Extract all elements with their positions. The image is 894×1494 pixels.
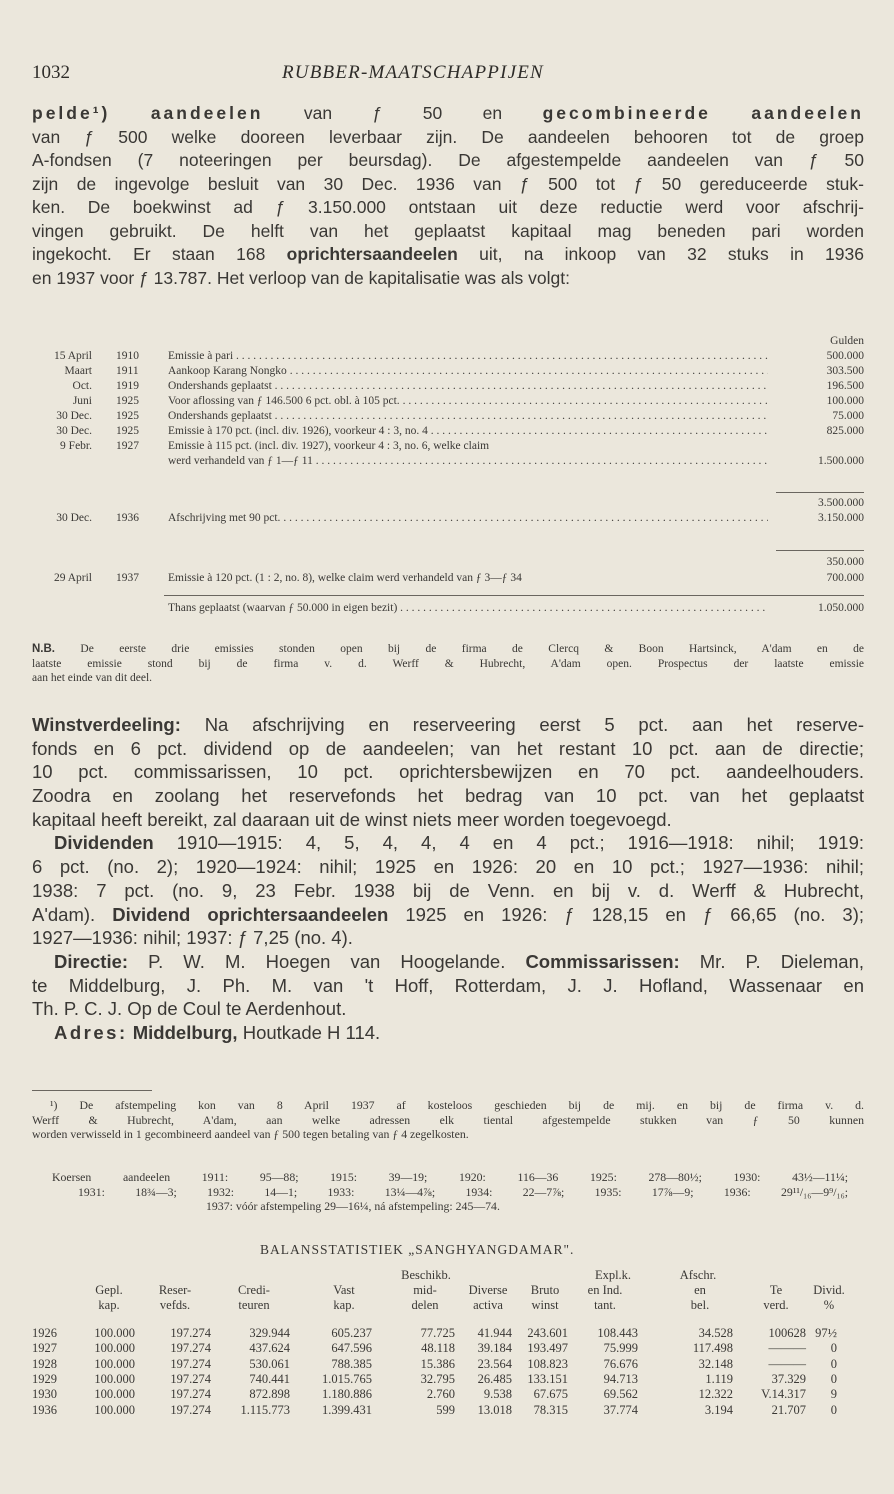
stats-cell: ———	[768, 1341, 806, 1356]
label-dividenden: Dividenden	[54, 832, 154, 854]
row-desc: Afschrijving met 90 pct. . . .	[168, 511, 768, 526]
dir-line-2: te Middelburg, J. Ph. M. van 't Hoff, Rotterdam, J. J. Hofland, Wassenaar en	[32, 974, 864, 996]
div-line-1	[32, 831, 864, 855]
stats-cell: 197.274	[170, 1387, 211, 1402]
text-oprichtersaandeelen: oprichtersaandeelen	[286, 244, 458, 264]
stats-year-cell: 1930	[32, 1387, 57, 1402]
capital-row	[0, 424, 864, 439]
stats-cell: 872.898	[249, 1387, 290, 1402]
text-aandeelen-2: aandeelen	[751, 103, 864, 123]
intro-line-6: vingen gebruikt. De helft van het geplaatst kapitaal mag beneden pari worden	[32, 220, 864, 241]
row-amount: 1.500.000	[818, 455, 864, 467]
stats-cell: 647.596	[331, 1341, 372, 1356]
row-date: Maart	[64, 365, 92, 377]
stats-cell: 2.760	[426, 1387, 455, 1402]
row-amount: 196.500	[826, 380, 864, 392]
capital-row	[0, 364, 864, 379]
stats-cell: 117.498	[692, 1341, 733, 1356]
row-year: 1925	[116, 410, 139, 422]
stats-header-cell: Te	[769, 1283, 783, 1297]
intro-line-5: ken. De boekwinst ad ƒ 3.150.000 ontstaan uit deze reductie werd voor afschrij-	[32, 197, 864, 217]
row-amount: 3.150.000	[818, 512, 864, 524]
footnote-rule	[32, 1090, 152, 1091]
koersen-line-3: 1937: vóór afstempeling 29—16¼, ná afstempeling: 245—74.	[206, 1199, 500, 1213]
stats-cell: 9.538	[483, 1387, 512, 1402]
current-row	[0, 601, 864, 616]
subtotal-amount: 3.500.000	[818, 497, 864, 509]
writeoff-row	[0, 511, 864, 526]
stats-cell: 15.386	[420, 1356, 455, 1371]
row-date: 30 Dec.	[56, 410, 92, 422]
winst-line-4: Zoodra en zoolang het reservefonds het bedrag van 10 pct. van het geplaatst	[32, 785, 864, 807]
intro-line-2: van ƒ 500 welke dooreen leverbaar zijn. De aandeelen behooren tot de groep	[32, 126, 864, 147]
text-adres-city: Middelburg,	[132, 1021, 238, 1043]
stats-header-cell: Reser-	[158, 1283, 192, 1297]
row-desc: Ondershands geplaatst . . .	[168, 409, 768, 424]
row-desc: Emissie à 115 pct. (incl. div. 1927), voorkeur 4 : 3, no. 6, welke claim	[168, 440, 490, 452]
stats-header-cell: winst	[531, 1298, 559, 1312]
stats-header-cell: bel.	[690, 1298, 710, 1312]
stats-cell: 97½	[815, 1326, 837, 1340]
stats-cell: 0	[830, 1402, 837, 1417]
stats-header-cell: activa	[473, 1298, 503, 1312]
row-year: 1925	[116, 395, 139, 407]
stats-cell: 32.795	[420, 1371, 455, 1386]
header-explk: Expl.k.	[594, 1268, 632, 1282]
stats-header-cell: tant.	[594, 1298, 616, 1312]
stats-header-cell: teuren	[238, 1298, 270, 1312]
row-amount: 825.000	[826, 425, 864, 437]
stats-cell: 197.274	[170, 1402, 211, 1417]
row-desc: Emissie à 170 pct. (incl. div. 1926), voorkeur 4 : 3, no. 4 . . .	[168, 424, 768, 439]
stats-cell: 100.000	[94, 1356, 135, 1371]
footnote-line-3: worden verwisseld in 1 gecombineerd aandeel van ƒ 500 tegen betaling van ƒ 4 zegelkosten.	[32, 1127, 469, 1141]
stats-header-cell: en Ind.	[587, 1283, 623, 1297]
nb-note	[32, 642, 864, 686]
stats-cell: 100.000	[94, 1371, 135, 1386]
stats-cell: 0	[830, 1341, 837, 1356]
intro-line-1	[32, 102, 864, 126]
div-line-4	[32, 903, 864, 927]
capital-row	[0, 439, 864, 454]
header-beschikb: Beschikb.	[401, 1268, 451, 1282]
winst-line-1	[32, 713, 864, 737]
stats-cell: 197.274	[170, 1356, 211, 1371]
stats-year-cell: 1928	[32, 1356, 57, 1371]
stats-cell: 100.000	[94, 1341, 135, 1356]
row-amount: 100.000	[826, 395, 864, 407]
row-date: 30 Dec.	[56, 512, 92, 524]
capital-row	[0, 394, 864, 409]
nb-label: N.B.	[32, 643, 55, 655]
stats-cell: 1.399.431	[322, 1402, 372, 1417]
stats-cell: 197.274	[170, 1371, 211, 1386]
stats-cell: 329.944	[249, 1326, 290, 1340]
stats-header-cell: kap.	[98, 1298, 120, 1312]
intro-line-4: zijn de ingevolge besluit van 30 Dec. 1936 van ƒ 500 tot ƒ 50 gereduceerde stuk-	[32, 173, 864, 194]
nb-line-2: laatste emissie stond bij de firma v. d. Werff & Hubrecht, A'dam open. Prospectus der laatste emissie	[32, 657, 864, 670]
stats-year-cell: 1926	[32, 1326, 57, 1340]
row-year: 1919	[116, 380, 139, 392]
stats-header-cell: mid-	[413, 1283, 437, 1297]
footnote-line-1: ¹) De afstempeling kon van 8 April 1937 af kosteloos geschieden bij de mij. en bij de firma v. d.	[50, 1098, 864, 1112]
stats-cell: V.14.317	[761, 1387, 806, 1402]
koersen-line-2: 1931: 18¾—3; 1932: 14—1; 1933: 13¼—4⅞; 1934: 22—7⅞; 1935: 17⅞—9; 1936: 29¹¹/₁₆—9⁹/₁₆;	[78, 1184, 848, 1199]
stats-cell: 9	[830, 1387, 837, 1402]
stats-header-cell: %	[823, 1298, 835, 1312]
stats-cell: 133.151	[527, 1371, 568, 1386]
sum-rule	[776, 550, 864, 551]
capital-row	[0, 379, 864, 394]
text-ingekocht: ingekocht. Er staan 168	[32, 244, 266, 264]
stats-cell: 94.713	[603, 1371, 638, 1386]
row-year: 1937	[116, 572, 139, 584]
stats-cell: 605.237	[331, 1326, 372, 1340]
row-year: 1936	[116, 512, 139, 524]
stats-cell: ———	[768, 1356, 806, 1371]
row-year: 1925	[116, 425, 139, 437]
label-winstverdeeling: Winstverdeeling:	[32, 714, 181, 735]
stats-header-cell: Diverse	[468, 1283, 508, 1297]
row-date: 15 April	[53, 350, 92, 362]
text-gecombineerde: gecombineerde	[542, 103, 711, 123]
stats-cell: 197.274	[170, 1326, 211, 1340]
row-date: 30 Dec.	[56, 425, 92, 437]
text-inkoop: uit, na inkoop van 32 stuks in 1936	[479, 244, 864, 264]
div-line-2: 6 pct. (no. 2); 1920—1924: nihil; 1925 en 1926: 20 en 10 pct.; 1927—1936: nihil;	[32, 856, 864, 878]
stats-cell: 108.823	[527, 1356, 568, 1371]
stats-cell: 69.562	[603, 1387, 638, 1402]
nb-line-1	[32, 642, 864, 657]
stats-header-cell: verd.	[763, 1298, 789, 1312]
winst-line-2: fonds en 6 pct. dividend op de aandeelen; van het restant 10 pct. aan de directie;	[32, 737, 864, 759]
row-date: Juni	[72, 395, 92, 407]
row-desc: Emissie à 120 pct. (1 : 2, no. 8), welke claim werd verhandeld van ƒ 3—ƒ 34	[168, 572, 522, 584]
row-amount: 75.000	[832, 410, 864, 422]
stats-cell: 37.329	[771, 1371, 806, 1386]
stats-cell: 3.194	[704, 1402, 733, 1417]
stats-cell: 788.385	[331, 1356, 372, 1371]
subtotal-amount: 350.000	[826, 556, 864, 568]
stats-cell: 1.115.773	[240, 1402, 290, 1417]
row-amount: 700.000	[826, 572, 864, 584]
label-commissarissen: Commissarissen:	[525, 950, 680, 972]
row-desc: Thans geplaatst (waarvan ƒ 50.000 in eigen bezit) . . .	[168, 601, 768, 616]
stats-cell: 740.441	[249, 1371, 290, 1386]
text-d1: 1910—1915: 4, 5, 4, 4, 4 en 4 pct.; 1916—1918: nihil; 1919:	[176, 832, 864, 854]
text-pelde: pelde¹)	[32, 103, 111, 123]
subtotal-row	[0, 496, 864, 511]
dir-line-3: Th. P. C. J. Op de Coul te Aerdenhout.	[32, 998, 347, 1020]
stats-year-cell: 1929	[32, 1371, 57, 1386]
row-amount: 500.000	[826, 350, 864, 362]
text-d4c: 1925 en 1926: ƒ 128,15 en ƒ 66,65 (no. 3);	[405, 903, 864, 925]
intro-line-8: en 1937 voor ƒ 13.787. Het verloop van de kapitalisatie was als volgt:	[32, 267, 570, 288]
nb-text: De eerste drie emissies stonden open bij de firma de Clercq & Boon Hartsinck, A'dam en de	[80, 643, 864, 655]
capital-row	[0, 409, 864, 424]
emission-row	[0, 571, 864, 586]
capital-row	[0, 454, 864, 469]
winst-line-3: 10 pct. commissarissen, 10 pct. oprichtersbewijzen en 70 pct. aandeelhouders.	[32, 761, 864, 783]
stats-cell: 599	[436, 1402, 455, 1417]
stats-cell: 78.315	[533, 1402, 568, 1417]
row-date: 9 Febr.	[60, 440, 92, 452]
stats-cell: 76.676	[603, 1356, 638, 1371]
header-afschr: Afschr.	[679, 1268, 717, 1282]
total-rule	[164, 595, 864, 596]
stats-cell: 41.944	[477, 1326, 512, 1340]
label-directie: Directie:	[54, 950, 129, 972]
stats-cell: 108.443	[597, 1326, 638, 1340]
row-year: 1927	[116, 440, 139, 452]
row-year: 1911	[116, 365, 139, 377]
stats-cell: 1.015.765	[322, 1371, 372, 1386]
row-desc: Emissie à pari . . .	[168, 349, 768, 364]
stats-header-cell: en	[694, 1283, 706, 1297]
page-number: 1032	[32, 62, 70, 83]
text-d4a: A'dam).	[32, 903, 96, 925]
row-year: 1910	[116, 350, 139, 362]
currency-header-row	[0, 334, 864, 349]
stats-header-cell: Divid.	[813, 1283, 845, 1297]
stats-header-cell: Gepl.	[95, 1283, 123, 1297]
stats-cell: 77.725	[420, 1326, 455, 1340]
stats-cell: 100.000	[94, 1387, 135, 1402]
stats-header-cell: Credi-	[238, 1283, 270, 1297]
stats-year-cell: 1927	[32, 1341, 57, 1356]
stats-cell: 39.184	[477, 1341, 512, 1356]
stats-cell: 530.061	[249, 1356, 290, 1371]
subtotal-row	[0, 555, 864, 570]
stats-header-cell: kap.	[333, 1298, 355, 1312]
row-desc: Ondershands geplaatst . . .	[168, 379, 768, 394]
stats-cell: 0	[830, 1356, 837, 1371]
row-amount: 1.050.000	[818, 602, 864, 614]
row-desc: werd verhandeld van ƒ 1—ƒ 11 . . .	[168, 454, 768, 469]
label-dividend-oprichters: Dividend oprichtersaandeelen	[112, 903, 389, 925]
text-w1: Na afschrijving en reserveering eerst 5 pct. aan het reserve-	[204, 714, 864, 735]
label-adres: Adres:	[54, 1021, 128, 1043]
stats-header-cell: Bruto	[530, 1283, 560, 1297]
text-van-50: van ƒ 50 en	[303, 103, 503, 123]
stats-header-cell: delen	[411, 1298, 439, 1312]
row-desc: Voor aflossing van ƒ 146.500 6 pct. obl. à 105 pct. . . .	[168, 394, 768, 409]
text-aandeelen: aandeelen	[150, 103, 264, 123]
stats-cell: 67.675	[533, 1387, 568, 1402]
stats-cell: 243.601	[527, 1326, 568, 1340]
stats-cell: 12.322	[698, 1387, 733, 1402]
dir-line-1	[32, 950, 864, 974]
stats-cell: 197.274	[170, 1341, 211, 1356]
stats-cell: 21.707	[771, 1402, 806, 1417]
stats-cell: 437.624	[249, 1341, 290, 1356]
stats-cell: 13.018	[477, 1402, 512, 1417]
koersen-block	[48, 1170, 848, 1214]
text-adres-street: Houtkade H 114.	[242, 1021, 381, 1043]
row-date: 29 April	[53, 572, 92, 584]
sum-rule	[776, 492, 864, 493]
stats-cell: 34.528	[698, 1326, 733, 1340]
stats-cell: 100.000	[94, 1326, 135, 1340]
nb-line-3: aan het einde van dit deel.	[32, 672, 153, 684]
div-line-3: 1938: 7 pct. (no. 9, 23 Febr. 1938 bij de Venn. en bij v. d. Werff & Hubrecht,	[32, 879, 864, 901]
currency-label: Gulden	[830, 335, 864, 347]
div-line-5: 1927—1936: nihil; 1937: ƒ 7,25 (no. 4).	[32, 927, 353, 949]
stats-header-cell: Vast	[333, 1283, 355, 1297]
stats-cell: 100628	[768, 1326, 806, 1340]
stats-cell: 32.148	[698, 1356, 733, 1371]
stats-cell: 1.119	[705, 1371, 733, 1386]
row-amount: 303.500	[826, 365, 864, 377]
koersen-line-1: Koersen aandeelen 1911: 95—88; 1915: 39—19; 1920: 116—36 1925: 278—80½; 1930: 43½—11¼;	[52, 1170, 848, 1184]
stats-cell: 100.000	[94, 1402, 135, 1417]
capital-row	[0, 349, 864, 364]
row-desc: Aankoop Karang Nongko . . .	[168, 364, 768, 379]
stats-cell: 23.564	[477, 1356, 512, 1371]
intro-paragraph	[32, 102, 864, 290]
row-date: Oct.	[72, 380, 92, 392]
intro-line-7	[32, 243, 864, 267]
stats-cell: 75.999	[603, 1341, 638, 1356]
body-section	[32, 713, 864, 1045]
text-dir1: P. W. M. Hoegen van Hoogelande.	[148, 950, 506, 972]
running-title: RUBBER-MAATSCHAPPIJEN	[282, 62, 544, 83]
stats-title: BALANSSTATISTIEK „SANGHYANGDAMAR".	[260, 1242, 575, 1257]
stats-cell: 26.485	[477, 1371, 512, 1386]
winst-line-5: kapitaal heeft bereikt, zal daaraan uit de winst niets meer worden toegevoegd.	[32, 808, 672, 830]
stats-cell: 1.180.886	[322, 1387, 372, 1402]
stats-cell: 193.497	[527, 1341, 568, 1356]
adres-line	[32, 1021, 864, 1045]
stats-header-cell: vefds.	[159, 1298, 191, 1312]
text-com1: Mr. P. Dieleman,	[699, 950, 864, 972]
stats-year-cell: 1936	[32, 1402, 57, 1417]
stats-cell: 48.118	[421, 1341, 455, 1356]
stats-cell: 0	[830, 1371, 837, 1386]
footnote	[32, 1098, 864, 1142]
footnote-line-2: Werff & Hubrecht, A'dam, aan welke adressen elk tiental afgestempelde stukken van ƒ 50 kunnen	[32, 1112, 864, 1127]
intro-line-3: A-fondsen (7 noteeringen per beursdag). De afgestempelde aandeelen van ƒ 50	[32, 150, 864, 170]
stats-cell: 37.774	[603, 1402, 638, 1417]
